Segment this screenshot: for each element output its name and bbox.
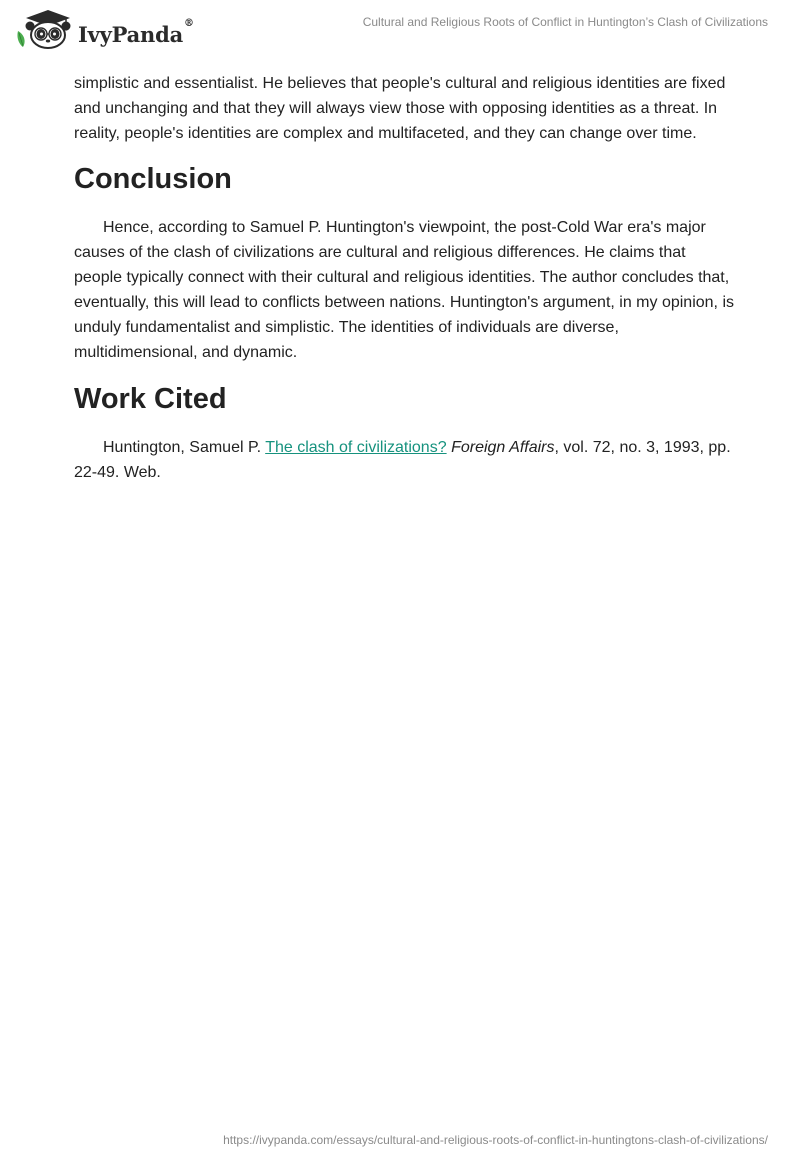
footer-url[interactable]: https://ivypanda.com/essays/cultural-and-religious-roots-of-conflict-in-huntingtons-clash-of-civilizations/: [223, 1133, 768, 1147]
citation-details: , vol. 72, no. 3, 1993, pp. 22-49. Web.: [74, 439, 731, 481]
citation-author: Huntington, Samuel P.: [103, 439, 262, 456]
running-title: Cultural and Religious Roots of Conflict in Huntington’s Clash of Civilizations: [362, 15, 768, 29]
ivypanda-logo[interactable]: [14, 9, 194, 49]
citation-journal: Foreign Affairs: [451, 439, 555, 456]
brand-name: [78, 18, 194, 47]
conclusion-heading: Conclusion: [74, 163, 232, 195]
citation-title-link[interactable]: The clash of civilizations?: [265, 439, 447, 456]
page-header: [0, 0, 800, 70]
registered-mark: ®: [184, 18, 194, 29]
intro-paragraph: simplistic and essentialist. He believes that people's cultural and religious identities are fixed and unchanging and that they will always view those with opposing identities as a threat. In reality, people's identities are complex and multifaceted, and they can change over time.: [74, 75, 726, 142]
conclusion-paragraph: Hence, according to Samuel P. Huntington's viewpoint, the post-Cold War era's major causes of the clash of civilizations are cultural and religious differences. He claims that people typically connect with their cultural and religious identities. The author concludes that, eventually, this will lead to conflicts between nations. Huntington's argument, in my opinion, is unduly fundamentalist and simplistic. The identities of individuals are diverse, multidimensional, and dynamic.: [74, 219, 734, 361]
work-cited-heading: Work Cited: [74, 383, 227, 415]
panda-graduate-icon: [14, 9, 76, 49]
essay-content: [74, 70, 734, 485]
citation-entry: [74, 435, 734, 485]
brand-name-text: IvyPanda: [78, 22, 184, 47]
